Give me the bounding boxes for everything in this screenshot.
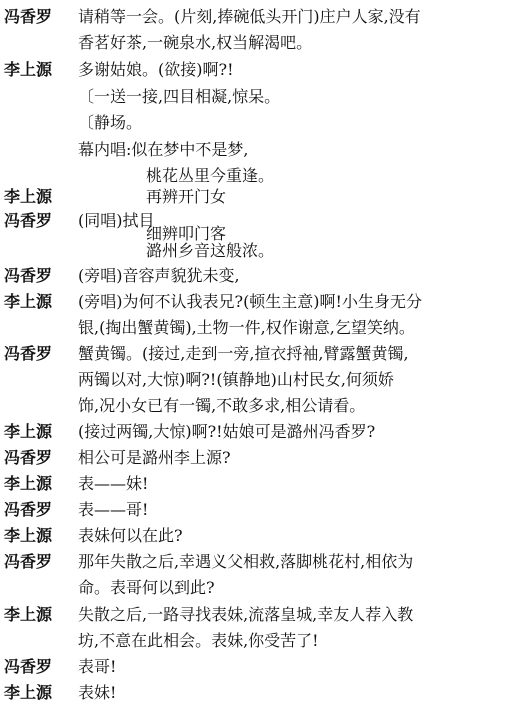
speaker-name: 冯香罗 [4, 7, 53, 26]
dialogue-line [0, 30, 506, 57]
dialogue-text: 表妹何以在此? [78, 526, 183, 545]
dialogue-text: 相公可是潞州李上源? [78, 448, 231, 467]
dialogue-line [0, 289, 506, 316]
speaker-name: 冯香罗 [4, 448, 53, 467]
dialogue-line [0, 680, 506, 707]
song-line [0, 137, 506, 164]
dialogue-line [0, 549, 506, 576]
dialogue-line [0, 471, 506, 498]
dialogue-line [0, 497, 506, 524]
dialogue-text: (旁唱)音容声貌犹未变, [78, 266, 240, 285]
dialogue-text: 饰,况小女已有一镯,不敢多求,相公请看。 [78, 396, 366, 415]
song-text: 再辨开门女 [146, 187, 227, 206]
dialogue-text: 银,(掏出蟹黄镯),土物一件,权作谢意,乞望笑纳。 [78, 318, 415, 337]
dialogue-line [0, 445, 506, 472]
dialogue-text: 请稍等一会。(片刻,捧碗低头开门)庄户人家,没有 [78, 7, 421, 26]
dialogue-line [0, 263, 506, 290]
dialogue-line [0, 367, 506, 394]
dialogue-line [0, 575, 506, 602]
speaker-name: 李上源 [4, 422, 53, 441]
speaker-name: 冯香罗 [4, 344, 53, 363]
dialogue-text: (同唱)拭目 [78, 211, 155, 230]
speaker-name: 冯香罗 [4, 211, 53, 230]
dialogue-line [0, 419, 506, 446]
dialogue-line [0, 57, 506, 84]
dialogue-text: 香茗好茶,一碗泉水,权当解渴吧。 [78, 33, 313, 52]
speaker-name: 李上源 [4, 474, 53, 493]
speaker-name: 冯香罗 [4, 266, 53, 285]
dialogue-text: 多谢姑娘。(欲接)啊?! [78, 60, 234, 79]
dialogue-line [0, 628, 506, 655]
dialogue-line [0, 654, 506, 681]
song-text: 潞州乡音这般浓。 [146, 241, 275, 260]
speaker-name: 冯香罗 [4, 657, 53, 676]
dialogue-text: 坊,不意在此相会。表妹,你受苦了! [78, 631, 319, 650]
dialogue-line [0, 184, 506, 211]
speaker-name: 李上源 [4, 60, 53, 79]
dialogue-text: 命。表哥何以到此? [78, 578, 215, 597]
stage-direction-line [0, 84, 506, 111]
dialogue-text: 表——妹! [78, 474, 149, 493]
song-text: 幕内唱:似在梦中不是梦, [78, 140, 249, 159]
speaker-name: 李上源 [4, 292, 53, 311]
dialogue-line [0, 602, 506, 629]
dialogue-line [0, 523, 506, 550]
speaker-name: 李上源 [4, 683, 53, 702]
dialogue-text: 表——哥! [78, 500, 149, 519]
dialogue-text: 表哥! [78, 657, 117, 676]
dialogue-text: 表妹! [78, 683, 117, 702]
stage-direction-line [0, 110, 506, 137]
speaker-name: 李上源 [4, 526, 53, 545]
speaker-name: 李上源 [4, 187, 53, 206]
dialogue-text: 失散之后,一路寻找表妹,流落皇城,幸友人荐入教 [78, 605, 414, 624]
speaker-name: 冯香罗 [4, 500, 53, 519]
song-line [0, 238, 506, 265]
dialogue-line [0, 4, 506, 31]
dialogue-text: 那年失散之后,幸遇义父相救,落脚桃花村,相依为 [78, 552, 414, 571]
dialogue-text: 蟹黄镯。(接过,走到一旁,揎衣捋袖,臂露蟹黄镯, [78, 344, 409, 363]
song-text: 细辨叩门客 [146, 224, 227, 243]
stage-direction-text: 〔一送一接,四目相凝,惊呆。 [78, 87, 281, 106]
dialogue-text: (旁唱)为何不认我表兄?(顿生主意)啊!小生身无分 [78, 292, 422, 311]
dialogue-line [0, 341, 506, 368]
dialogue-text: (接过两镯,大惊)啊?!姑娘可是潞州冯香罗? [78, 422, 376, 441]
speaker-name: 冯香罗 [4, 552, 53, 571]
speaker-name: 李上源 [4, 605, 53, 624]
dialogue-text: 两镯以对,大惊)啊?!(镇静地)山村民女,何须娇 [78, 370, 394, 389]
dialogue-line [0, 393, 506, 420]
song-text: 桃花丛里今重逢。 [146, 166, 275, 185]
dialogue-line [0, 315, 506, 342]
stage-direction-text: 〔静场。 [78, 113, 143, 132]
